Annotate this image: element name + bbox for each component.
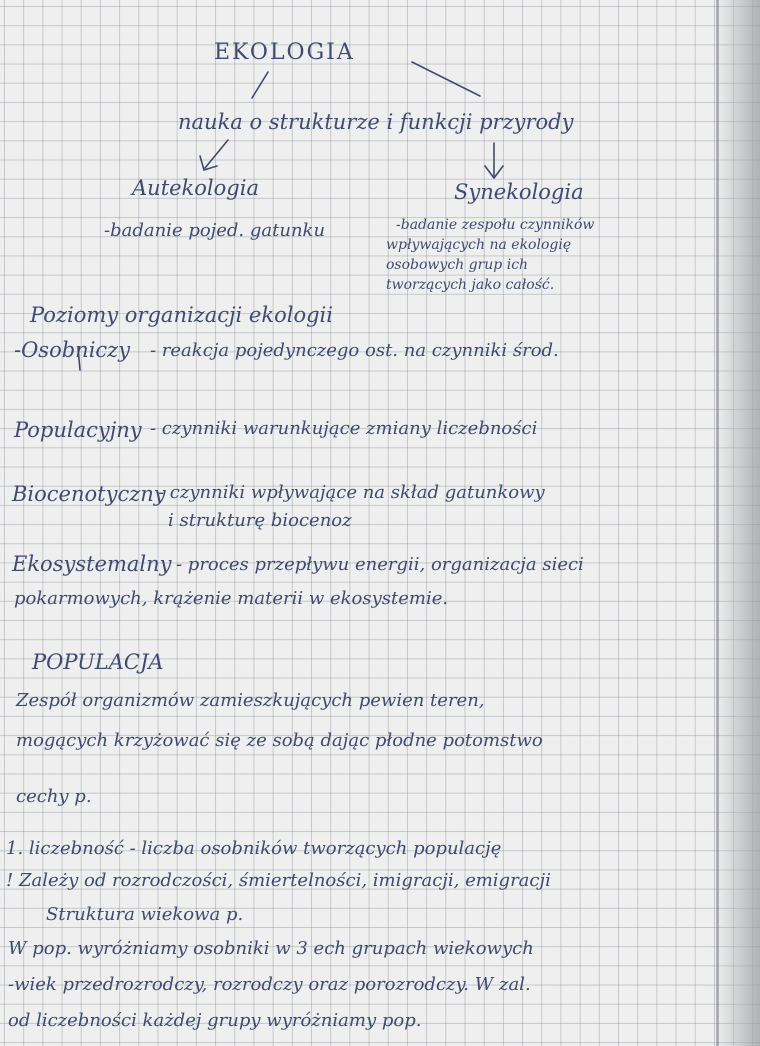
feature-item-line: 1. liczebność - liczba osobników tworzących populację [6, 838, 502, 859]
arrow-title-right [412, 62, 480, 96]
level-desc-ekosystemalny: - proces przepływu energii, organizacja sieci [176, 554, 584, 575]
ecology-definition: nauka o strukturze i funkcji przyrody [178, 110, 574, 134]
level-desc-biocenotyczny: i strukturę biocenoz [168, 510, 352, 531]
level-desc-ekosystemalny: pokarmowych, krążenie materii w ekosystemie. [14, 588, 449, 609]
synekologia-desc-line: tworzących jako całość. [386, 277, 555, 293]
closing-line: W pop. wyróżniamy osobniki w 3 ech grupach wiekowych [8, 938, 534, 959]
synekologia-desc-line: -badanie zespołu czynników [396, 217, 595, 233]
feature-item-line: ! Zależy od rozrodczości, śmiertelności, imigracji, emigracji [6, 870, 551, 891]
population-definition-line: mogących krzyżować się ze sobą dając płodne potomstwo [16, 730, 543, 751]
level-term-ekosystemalny: Ekosystemalny [12, 552, 172, 576]
feature-item-line: Struktura wiekowa p. [46, 904, 244, 925]
level-term-populacyjny: Populacyjny [14, 418, 142, 442]
population-definition-line: Zespół organizmów zamieszkujących pewien teren, [16, 690, 485, 711]
level-term-biocenotyczny: Biocenotyczny [12, 482, 166, 506]
arrow-title-down [252, 72, 268, 98]
synekologia-heading: Synekologia [454, 180, 584, 204]
autekologia-heading: Autekologia [132, 176, 259, 200]
closing-line: -wiek przedrozrodczy, rozrodczy oraz porozrodczy. W zal. [8, 974, 531, 995]
synekologia-desc-line: osobowych grup ich [386, 257, 529, 273]
population-heading: POPULACJA [32, 650, 164, 674]
autekologia-desc: -badanie pojed. gatunku [104, 220, 326, 241]
level-desc-populacyjny: - czynniki warunkujące zmiany liczebności [150, 418, 538, 439]
levels-heading: Poziomy organizacji ekologii [30, 303, 333, 327]
level-desc-osobniczy: - reakcja pojedynczego ost. na czynniki środ. [150, 340, 559, 361]
page-title: EKOLOGIA [214, 40, 355, 65]
level-term-osobniczy: -Osobniczy [14, 338, 131, 362]
arrow-left-shaft [205, 140, 228, 168]
level-desc-biocenotyczny: - czynniki wpływające na skład gatunkowy [158, 482, 545, 503]
closing-line: od liczebności każdej grupy wyróżniamy pop. [8, 1010, 422, 1031]
synekologia-desc-line: wpływających na ekologię [386, 237, 572, 253]
features-label: cechy p. [16, 786, 92, 807]
